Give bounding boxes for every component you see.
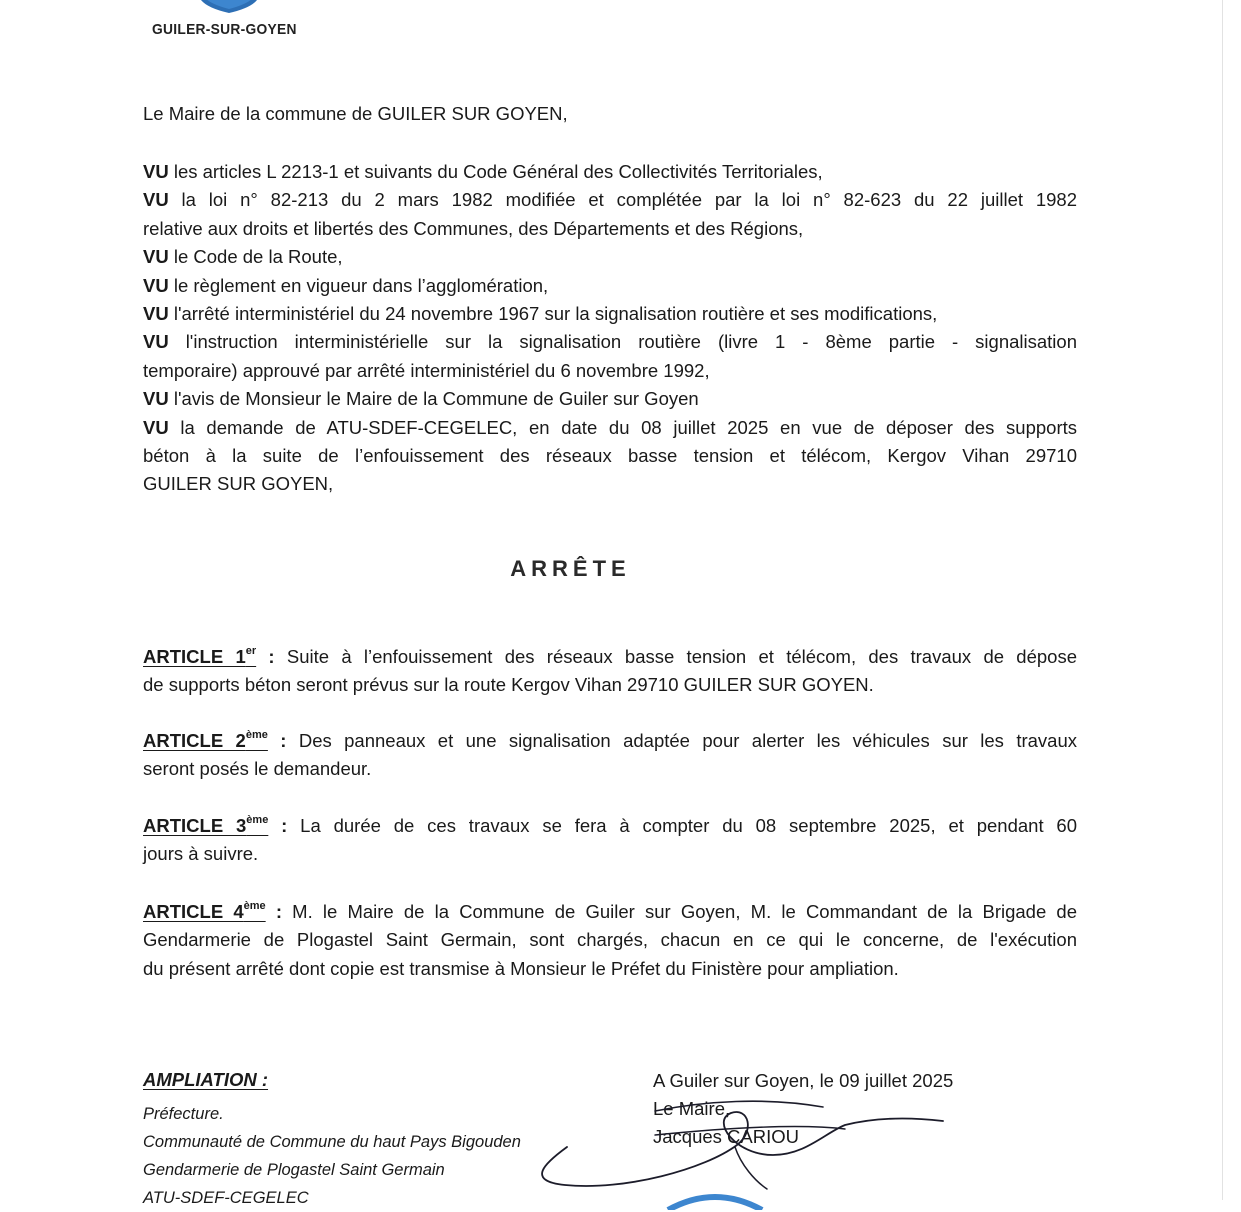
article-line: Gendarmerie de Plogastel Saint Germain, sont chargés, chacun en ce qui le concerne, de l'exécution: [143, 929, 1077, 951]
vu-line: [143, 414, 1077, 442]
article-line: [143, 643, 1077, 671]
commune-crest-icon: [196, 0, 262, 14]
vu-line: [143, 385, 1077, 413]
vu-line: [143, 186, 1077, 214]
article-3: [143, 812, 1077, 869]
vu-text: le règlement en vigueur dans l’agglomération,: [168, 274, 549, 296]
article-line: jours à suivre.: [143, 843, 259, 865]
vu-text: le Code de la Route,: [168, 246, 343, 268]
article-2: [143, 727, 1077, 784]
vu-line: [143, 243, 1077, 271]
article-line: [143, 812, 1077, 840]
vu-continuation: relative aux droits et libertés des Communes, des Départements et des Régions,: [143, 217, 804, 239]
vu-text: l'arrêté interministériel du 24 novembre 1967 sur la signalisation routière et ses modifications,: [168, 303, 938, 325]
article-line: [143, 727, 1077, 755]
signatory-role: Le Maire,: [653, 1098, 731, 1119]
article-label: ARTICLE 3ème: [143, 814, 269, 836]
article-line: de supports béton seront prévus sur la route Kergov Vihan 29710 GUILER SUR GOYEN.: [143, 674, 874, 696]
vu-list: [143, 158, 1077, 499]
vu-continuation: GUILER SUR GOYEN,: [143, 473, 334, 495]
vu-keyword: VU: [143, 416, 169, 438]
article-line: du présent arrêté dont copie est transmise à Monsieur le Préfet du Finistère pour ampliation.: [143, 957, 899, 979]
vu-keyword: VU: [143, 303, 169, 325]
vu-line: [143, 300, 1077, 328]
article-label: ARTICLE 4ème: [143, 900, 266, 922]
article-label: ARTICLE 1er: [143, 645, 257, 667]
ampliation-recipient: Communauté de Commune du haut Pays Bigouden: [143, 1133, 521, 1151]
article-label: ARTICLE 2ème: [143, 729, 268, 751]
decree-title: ARRÊTE: [510, 556, 631, 581]
page-edge: [1222, 0, 1223, 1200]
vu-keyword: VU: [143, 189, 169, 211]
vu-continuation: temporaire) approuvé par arrêté interministériel du 6 novembre 1992,: [143, 359, 710, 381]
ampliation-recipient: Gendarmerie de Plogastel Saint Germain: [143, 1161, 445, 1179]
article-line: seront posés le demandeur.: [143, 758, 372, 780]
article-line: [143, 898, 1077, 926]
vu-keyword: VU: [143, 388, 169, 410]
article-separator: :: [256, 646, 275, 667]
vu-continuation: béton à la suite de l’enfouissement des réseaux basse tension et télécom, Kergov Vihan 29710: [143, 445, 1077, 467]
official-stamp-icon: [660, 1190, 770, 1210]
handwritten-signature: [505, 1085, 965, 1195]
vu-text: l'avis de Monsieur le Maire de la Commune de Guiler sur Goyen: [168, 388, 699, 410]
commune-name: GUILER-SUR-GOYEN: [152, 21, 297, 38]
place-date: A Guiler sur Goyen, le 09 juillet 2025: [653, 1070, 954, 1091]
mayor-intro: Le Maire de la commune de GUILER SUR GOYEN,: [143, 103, 568, 124]
article-1: [143, 643, 1077, 700]
vu-keyword: VU: [143, 246, 169, 268]
article-text: M. le Maire de la Commune de Guiler sur Goyen, M. le Commandant de la Brigade de: [282, 901, 1077, 922]
vu-text: la demande de ATU-SDEF-CEGELEC, en date du 08 juillet 2025 en vue de déposer des supports: [168, 416, 1077, 438]
article-separator: :: [265, 901, 282, 922]
vu-line: [143, 272, 1077, 300]
vu-text: la loi n° 82-213 du 2 mars 1982 modifiée et complétée par la loi n° 82-623 du 22 juillet 1982: [168, 189, 1077, 211]
vu-line: [143, 158, 1077, 186]
vu-line: [143, 328, 1077, 356]
article-text: Des panneaux et une signalisation adaptée pour alerter les véhicules sur les travaux: [286, 730, 1077, 751]
article-text: Suite à l’enfouissement des réseaux basse tension et télécom, des travaux de dépose: [274, 646, 1077, 667]
vu-text: l'instruction interministérielle sur la signalisation routière (livre 1 - 8ème partie - signalisation: [168, 331, 1077, 353]
vu-keyword: VU: [143, 161, 169, 182]
article-4: [143, 898, 1077, 983]
article-separator: :: [267, 730, 287, 751]
ampliation-recipient: ATU-SDEF-CEGELEC: [143, 1189, 309, 1207]
vu-keyword: VU: [143, 331, 169, 353]
ampliation-recipient: Préfecture.: [143, 1105, 224, 1123]
ampliation-list: [143, 1100, 521, 1212]
vu-text: les articles L 2213-1 et suivants du Code Général des Collectivités Territoriales,: [168, 161, 823, 182]
article-text: La durée de ces travaux se fera à compter du 08 septembre 2025, et pendant 60: [287, 815, 1077, 836]
ampliation-title: AMPLIATION :: [143, 1069, 269, 1090]
vu-keyword: VU: [143, 274, 169, 296]
signatory-name: Jacques CARIOU: [653, 1126, 799, 1147]
article-separator: :: [268, 815, 288, 836]
